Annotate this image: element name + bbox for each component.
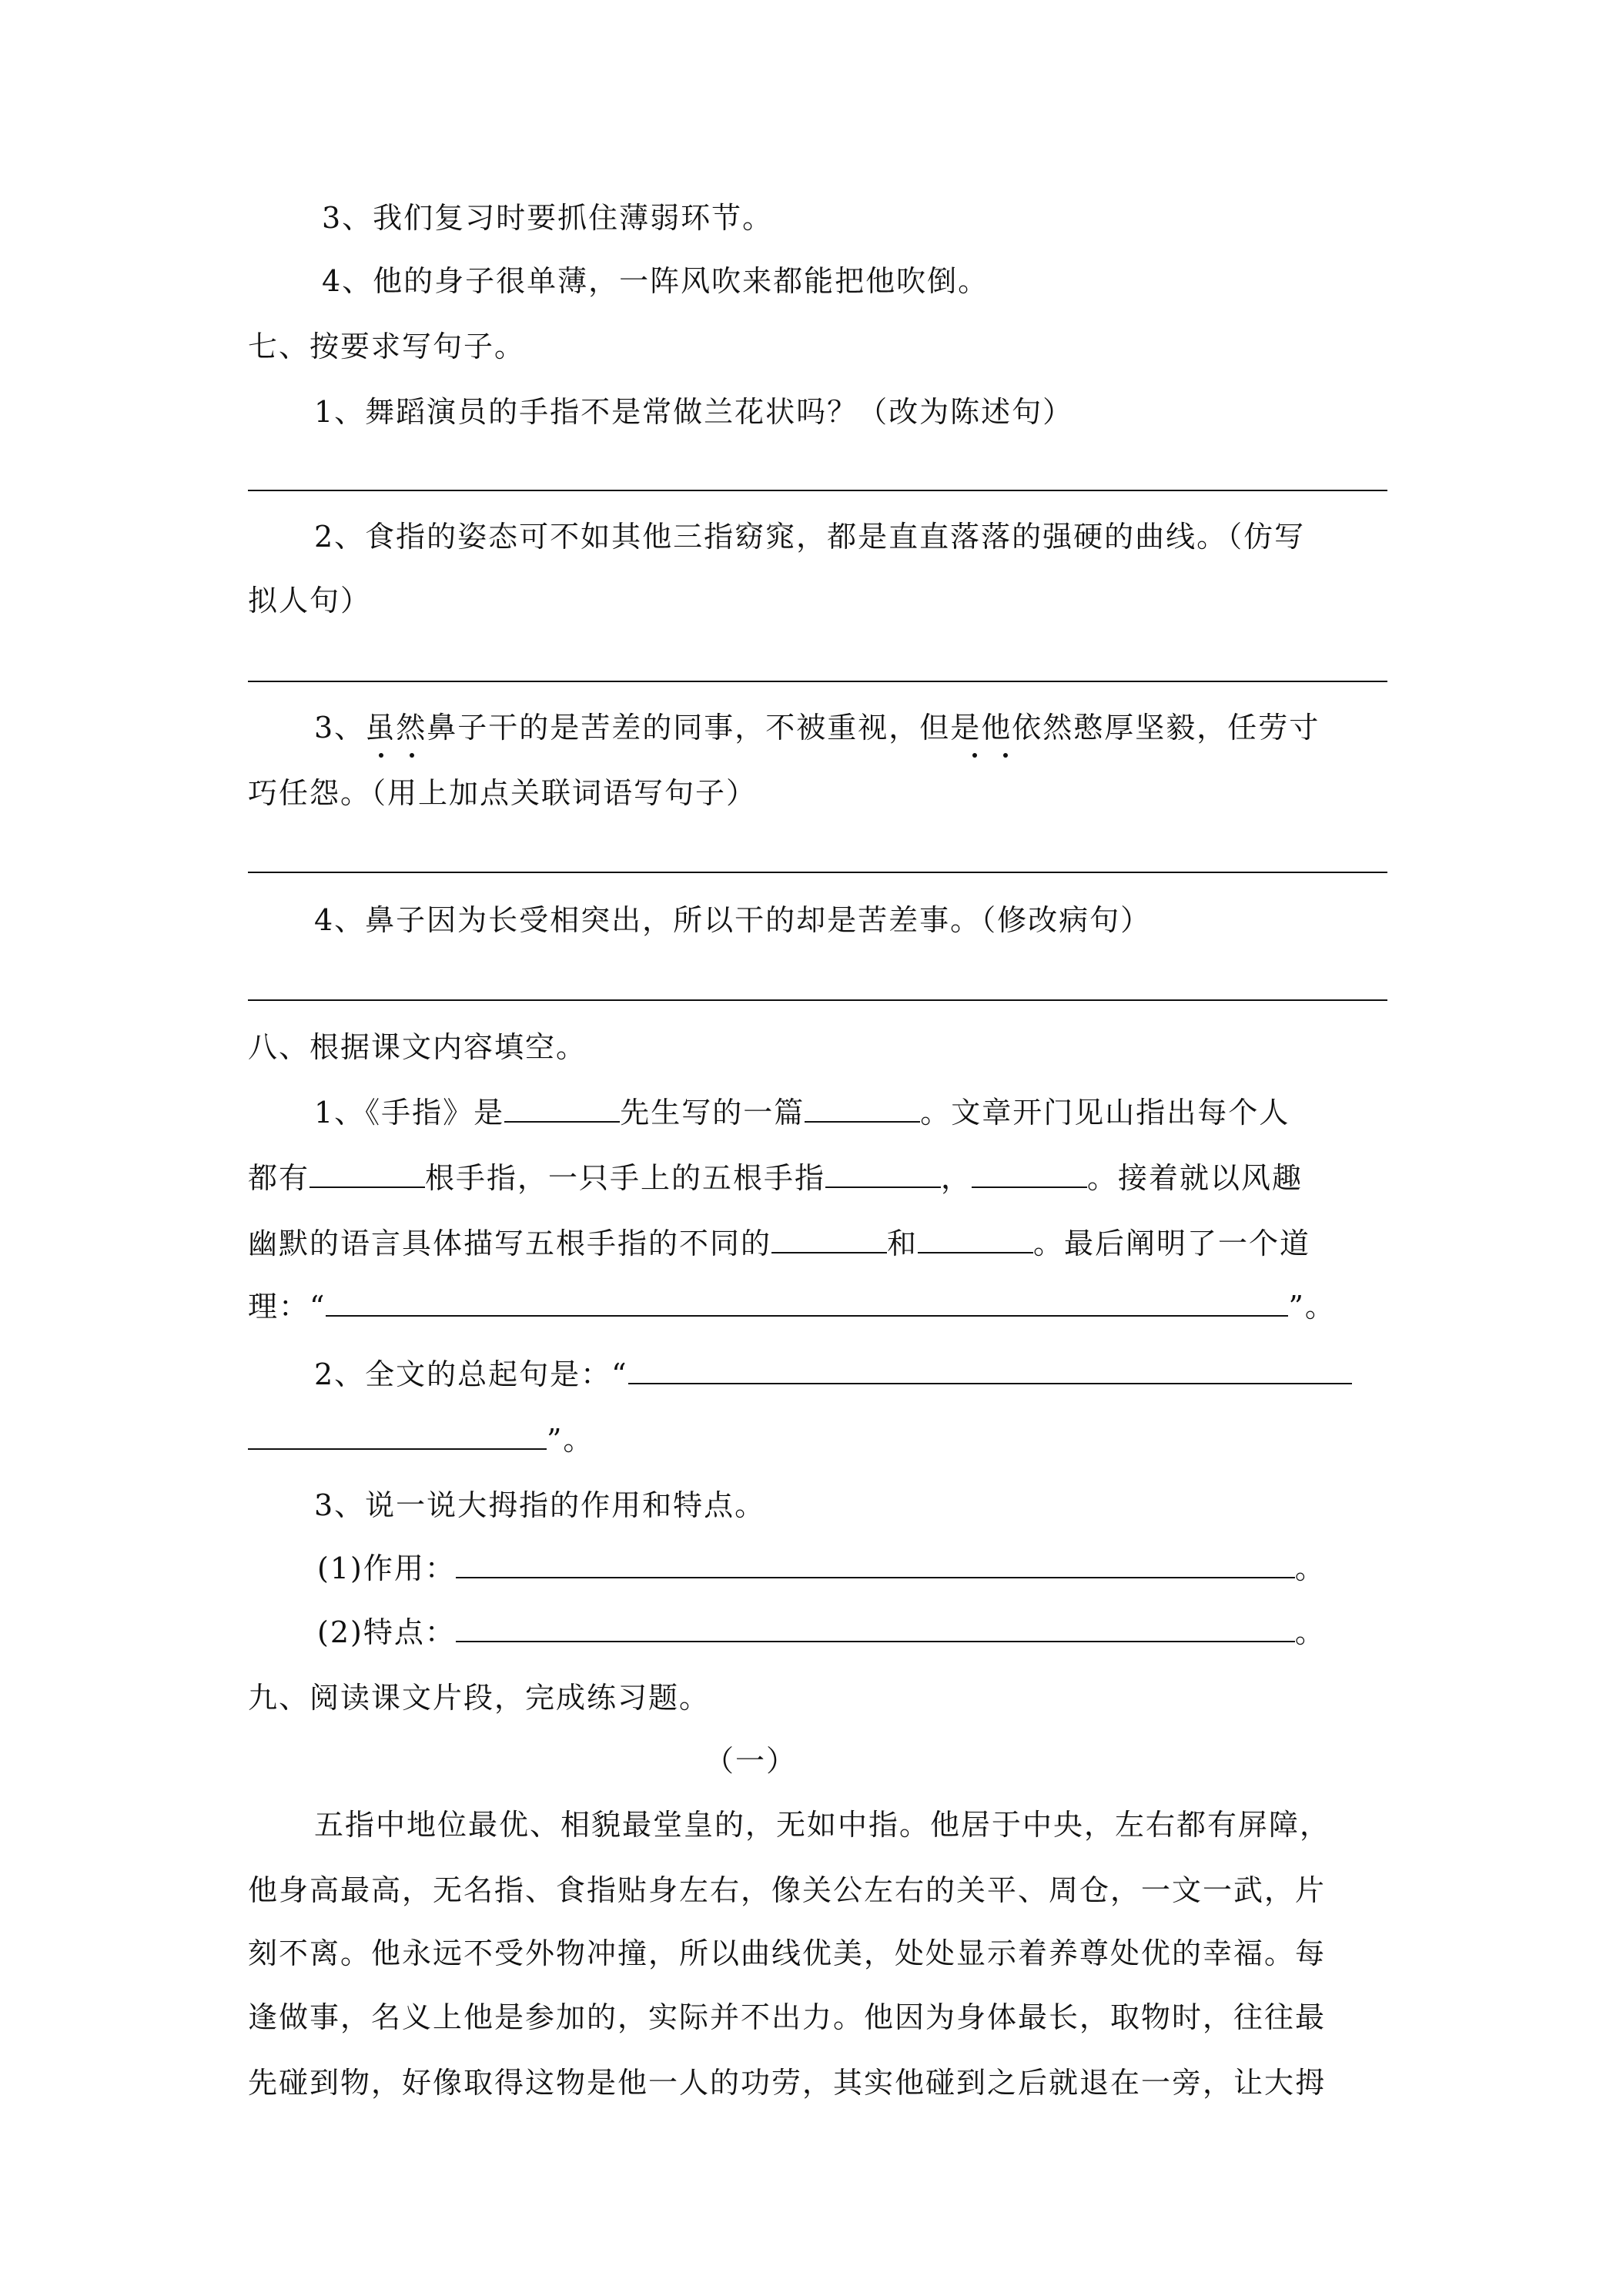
sec7-q3-line2: 巧任怨。（用上加点关联词语写句子） [248, 776, 758, 810]
sec8-heading: 八、根据课文内容填空。 [248, 1030, 587, 1064]
q1-text-i: 和 [887, 1227, 919, 1260]
answer-line-q2[interactable] [248, 681, 1387, 682]
sec9-heading: 九、阅读课文片段，完成练习题。 [248, 1681, 711, 1715]
q1-text-k: 理：“ [248, 1290, 326, 1324]
emphasis-dot [972, 753, 977, 758]
sec8-q1-line2 [248, 1159, 1303, 1197]
trait-label: (2)特点： [317, 1615, 456, 1649]
dotted-word-suiran: 虽然 [365, 711, 427, 745]
q2-text-b: ”。 [547, 1423, 594, 1457]
q1-text-a: 1、《手指》是 [314, 1096, 505, 1130]
q1-text-j: 。最后阐明了一个道 [1033, 1227, 1311, 1260]
blank-topic-sentence-cont[interactable] [248, 1425, 547, 1450]
blank-trait-2[interactable] [972, 1163, 1087, 1188]
answer-line-q4[interactable] [248, 999, 1387, 1001]
blank-trait-1[interactable] [825, 1163, 941, 1188]
q1-text-l: ”。 [1288, 1290, 1336, 1324]
answer-line-q3[interactable] [248, 872, 1387, 873]
q1-text-g: 。接着就以风趣 [1087, 1161, 1303, 1195]
q3-text-b: 他 [981, 711, 1012, 745]
q3-text-a: 鼻子干的是苦差的同事，不被重视， [427, 711, 920, 745]
sec6-item-3: 3、我们复习时要抓住薄弱环节。 [322, 201, 774, 235]
blank-thumb-use[interactable] [456, 1554, 1295, 1578]
sec8-q1-line4 [248, 1287, 1336, 1326]
sec6-item-4: 4、他的身子很单薄，一阵风吹来都能把他吹倒。 [322, 264, 989, 298]
passage-line: 他身高最高，无名指、食指贴身左右，像关公左右的关平、周仓，一文一武，片 [248, 1873, 1327, 1907]
sec8-q3-use [317, 1549, 1326, 1588]
q1-text-e: 根手指，一只手上的五根手指 [425, 1161, 826, 1195]
sec9-subheading: （一） [704, 1744, 798, 1778]
trait-end: 。 [1294, 1615, 1326, 1649]
emphasis-dot [379, 753, 383, 758]
blank-author[interactable] [504, 1098, 620, 1123]
sec8-q3-trait [317, 1613, 1326, 1652]
sec8-q3: 3、说一说大拇指的作用和特点。 [314, 1488, 766, 1522]
passage-line: 先碰到物，好像取得这物是他一人的功劳，其实他碰到之后就退在一旁，让大拇 [248, 2066, 1327, 2100]
q1-text-c: 。文章开门见山指出每个人 [920, 1096, 1290, 1130]
q1-text-f: ， [941, 1161, 972, 1195]
passage-line: 刻不离。他永远不受外物冲撞，所以曲线优美，处处显示着养尊处优的幸福。每 [248, 1936, 1327, 1970]
passage-line: 五指中地位最优、相貌最堂皇的，无如中指。他居于中央，左右都有屏障， [314, 1808, 1331, 1842]
blank-thumb-trait[interactable] [456, 1618, 1295, 1642]
blank-principle[interactable] [326, 1292, 1288, 1317]
use-end: 。 [1294, 1551, 1326, 1585]
sec7-q1: 1、舞蹈演员的手指不是常做兰花状吗？（改为陈述句） [314, 395, 1074, 429]
emphasis-dot [1003, 753, 1008, 758]
passage-line: 逢做事，名义上他是参加的，实际并不出力。他因为身体最长，取物时，往往最 [248, 2000, 1327, 2034]
sec7-q4: 4、鼻子因为长受相突出，所以干的却是苦差事。（修改病句） [314, 903, 1152, 937]
blank-topic-sentence[interactable] [628, 1360, 1352, 1384]
q3-number: 3、 [314, 711, 366, 745]
q2-text-a: 2、全文的总起句是：“ [314, 1357, 628, 1391]
q1-text-d: 都有 [248, 1161, 310, 1195]
sec7-heading: 七、按要求写句子。 [248, 330, 526, 363]
q1-text-b: 先生写的一篇 [620, 1096, 805, 1130]
dotted-word-danshi: 但是 [919, 711, 982, 745]
blank-genre[interactable] [805, 1098, 920, 1123]
sec8-q2-line2 [248, 1421, 594, 1459]
conjunction-suiran [365, 711, 427, 745]
emphasis-dot [410, 753, 414, 758]
sec8-q1-line3 [248, 1224, 1310, 1263]
sec7-q3-line1 [314, 708, 1320, 747]
dotted-word-yiran: 依然 [1012, 711, 1074, 745]
sec8-q2-line1 [314, 1355, 1352, 1394]
q1-text-h: 幽默的语言具体描写五根手指的不同的 [248, 1227, 772, 1260]
use-label: (1)作用： [317, 1551, 456, 1585]
blank-aspect-1[interactable] [771, 1229, 887, 1253]
sec7-q2-line2: 拟人句） [248, 584, 372, 618]
answer-line-q1[interactable] [248, 490, 1387, 491]
q3-text-c: 憨厚坚毅，任劳寸 [1073, 711, 1320, 745]
blank-aspect-2[interactable] [918, 1229, 1033, 1253]
sec8-q1-line1 [314, 1093, 1290, 1132]
blank-finger-count[interactable] [310, 1163, 425, 1188]
sec7-q2-line1: 2、食指的姿态可不如其他三指窈窕，都是直直落落的强硬的曲线。（仿写 [314, 520, 1306, 554]
